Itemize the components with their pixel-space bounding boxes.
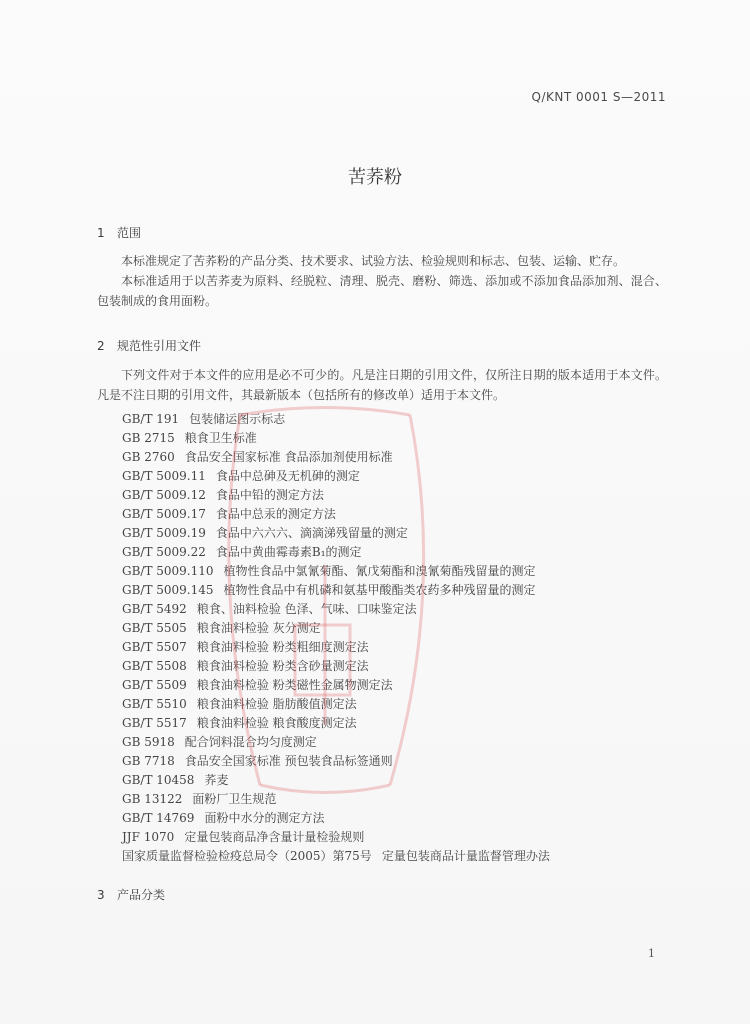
reference-title: 粮食油料检验 脂肪酸值测定法 xyxy=(196,697,357,711)
reference-item xyxy=(122,790,550,809)
reference-list xyxy=(122,410,550,866)
reference-title: 粮食油料检验 粉类含砂量测定法 xyxy=(196,659,369,673)
reference-item xyxy=(122,600,550,619)
section-title: 规范性引用文件 xyxy=(117,339,202,353)
scope-paragraph-1: 本标准规定了苦荞粉的产品分类、技术要求、试验方法、检验规则和标志、包装、运输、贮存。 xyxy=(121,254,626,268)
standard-code: Q/KNT 0001 S—2011 xyxy=(531,90,666,104)
reference-code: GB/T 5009.145 xyxy=(122,583,214,597)
reference-title: 配合饲料混合均匀度测定 xyxy=(184,735,317,749)
reference-title: 粮食油料检验 粮食酸度测定法 xyxy=(196,716,357,730)
reference-title: 食品中总砷及无机砷的测定 xyxy=(215,469,360,483)
reference-title: 粮食卫生标准 xyxy=(184,431,257,445)
reference-code: GB 7718 xyxy=(122,754,175,768)
reference-item xyxy=(122,410,550,429)
reference-title: 食品安全国家标准 预包装食品标签通则 xyxy=(184,754,393,768)
reference-code: GB/T 191 xyxy=(122,412,180,426)
reference-item xyxy=(122,714,550,733)
reference-code: GB/T 10458 xyxy=(122,773,195,787)
reference-code: GB/T 5009.11 xyxy=(122,469,206,483)
reference-item xyxy=(122,448,550,467)
reference-item xyxy=(122,828,550,847)
reference-code: GB/T 5009.12 xyxy=(122,488,206,502)
reference-title: 植物性食品中有机磷和氨基甲酸酯类农药多种残留量的测定 xyxy=(223,583,536,597)
section-title: 产品分类 xyxy=(117,888,166,902)
reference-item xyxy=(122,562,550,581)
document-title: 苦荞粉 xyxy=(348,167,402,188)
reference-title: 包装储运图示标志 xyxy=(189,412,286,426)
reference-code: GB/T 5510 xyxy=(122,697,187,711)
reference-code: JJF 1070 xyxy=(122,830,175,844)
reference-code: GB/T 5509 xyxy=(122,678,187,692)
section-number: 1 xyxy=(97,226,105,240)
section-1-heading xyxy=(97,224,141,241)
scope-paragraph-2: 本标准适用于以苦荞麦为原料、经脱粒、清理、脱壳、磨粉、筛选、添加或不添加食品添加剂、混合、包装制成的食用面粉。 xyxy=(97,274,667,308)
reference-item xyxy=(122,429,550,448)
reference-item xyxy=(122,619,550,638)
reference-item xyxy=(122,752,550,771)
reference-code: GB/T 5009.19 xyxy=(122,526,206,540)
reference-item xyxy=(122,543,550,562)
reference-item xyxy=(122,809,550,828)
normative-references-intro: 下列文件对于本文件的应用是必不可少的。凡是注日期的引用文件，仅所注日期的版本适用于本文件。凡是不注日期的引用文件，其最新版本（包括所有的修改单）适用于本文件。 xyxy=(97,368,667,402)
reference-code: GB/T 5009.17 xyxy=(122,507,206,521)
section-2-heading xyxy=(97,337,201,354)
reference-title: 粮食、油料检验 色泽、气味、口味鉴定法 xyxy=(196,602,417,616)
reference-item xyxy=(122,486,550,505)
reference-title: 粮食油料检验 灰分测定 xyxy=(196,621,321,635)
reference-code: GB/T 14769 xyxy=(122,811,195,825)
reference-code: GB 2715 xyxy=(122,431,175,445)
reference-code: GB/T 5508 xyxy=(122,659,187,673)
reference-item xyxy=(122,695,550,714)
reference-code: GB/T 5492 xyxy=(122,602,187,616)
reference-title: 植物性食品中氯氰菊酯、氰戊菊酯和溴氰菊酯残留量的测定 xyxy=(223,564,536,578)
reference-title: 食品中六六六、滴滴涕残留量的测定 xyxy=(215,526,408,540)
section-3-heading xyxy=(97,886,165,903)
page-number: 1 xyxy=(648,947,655,960)
reference-title: 面粉中水分的测定方法 xyxy=(204,811,325,825)
reference-item xyxy=(122,733,550,752)
section-number: 2 xyxy=(97,339,105,353)
section-title: 范围 xyxy=(117,226,142,240)
reference-code: GB/T 5507 xyxy=(122,640,187,654)
reference-title: 食品中黄曲霉毒素B₁的测定 xyxy=(215,545,362,559)
reference-code: GB 5918 xyxy=(122,735,175,749)
reference-code: GB 13122 xyxy=(122,792,183,806)
section-number: 3 xyxy=(97,888,105,902)
reference-code: GB/T 5517 xyxy=(122,716,187,730)
reference-item xyxy=(122,524,550,543)
reference-title: 定量包装商品净含量计量检验规则 xyxy=(184,830,365,844)
reference-title: 粮食油料检验 粉类磁性金属物测定法 xyxy=(196,678,393,692)
reference-code: GB/T 5505 xyxy=(122,621,187,635)
reference-item xyxy=(122,676,550,695)
reference-code: GB/T 5009.110 xyxy=(122,564,214,578)
reference-code: GB/T 5009.22 xyxy=(122,545,206,559)
reference-title: 食品中总汞的测定方法 xyxy=(215,507,336,521)
reference-item xyxy=(122,467,550,486)
reference-item xyxy=(122,771,550,790)
reference-title: 粮食油料检验 粉类粗细度测定法 xyxy=(196,640,369,654)
reference-item xyxy=(122,505,550,524)
reference-code: GB 2760 xyxy=(122,450,175,464)
reference-item xyxy=(122,638,550,657)
reference-title: 面粉厂卫生规范 xyxy=(192,792,277,806)
reference-title: 荞麦 xyxy=(204,773,229,787)
reference-title: 食品中铅的测定方法 xyxy=(215,488,324,502)
reference-item xyxy=(122,847,550,866)
reference-code: 国家质量监督检验检疫总局令（2005）第75号 xyxy=(122,849,372,863)
reference-item xyxy=(122,657,550,676)
reference-title: 定量包装商品计量监督管理办法 xyxy=(381,849,550,863)
reference-title: 食品安全国家标准 食品添加剂使用标准 xyxy=(184,450,393,464)
reference-item xyxy=(122,581,550,600)
